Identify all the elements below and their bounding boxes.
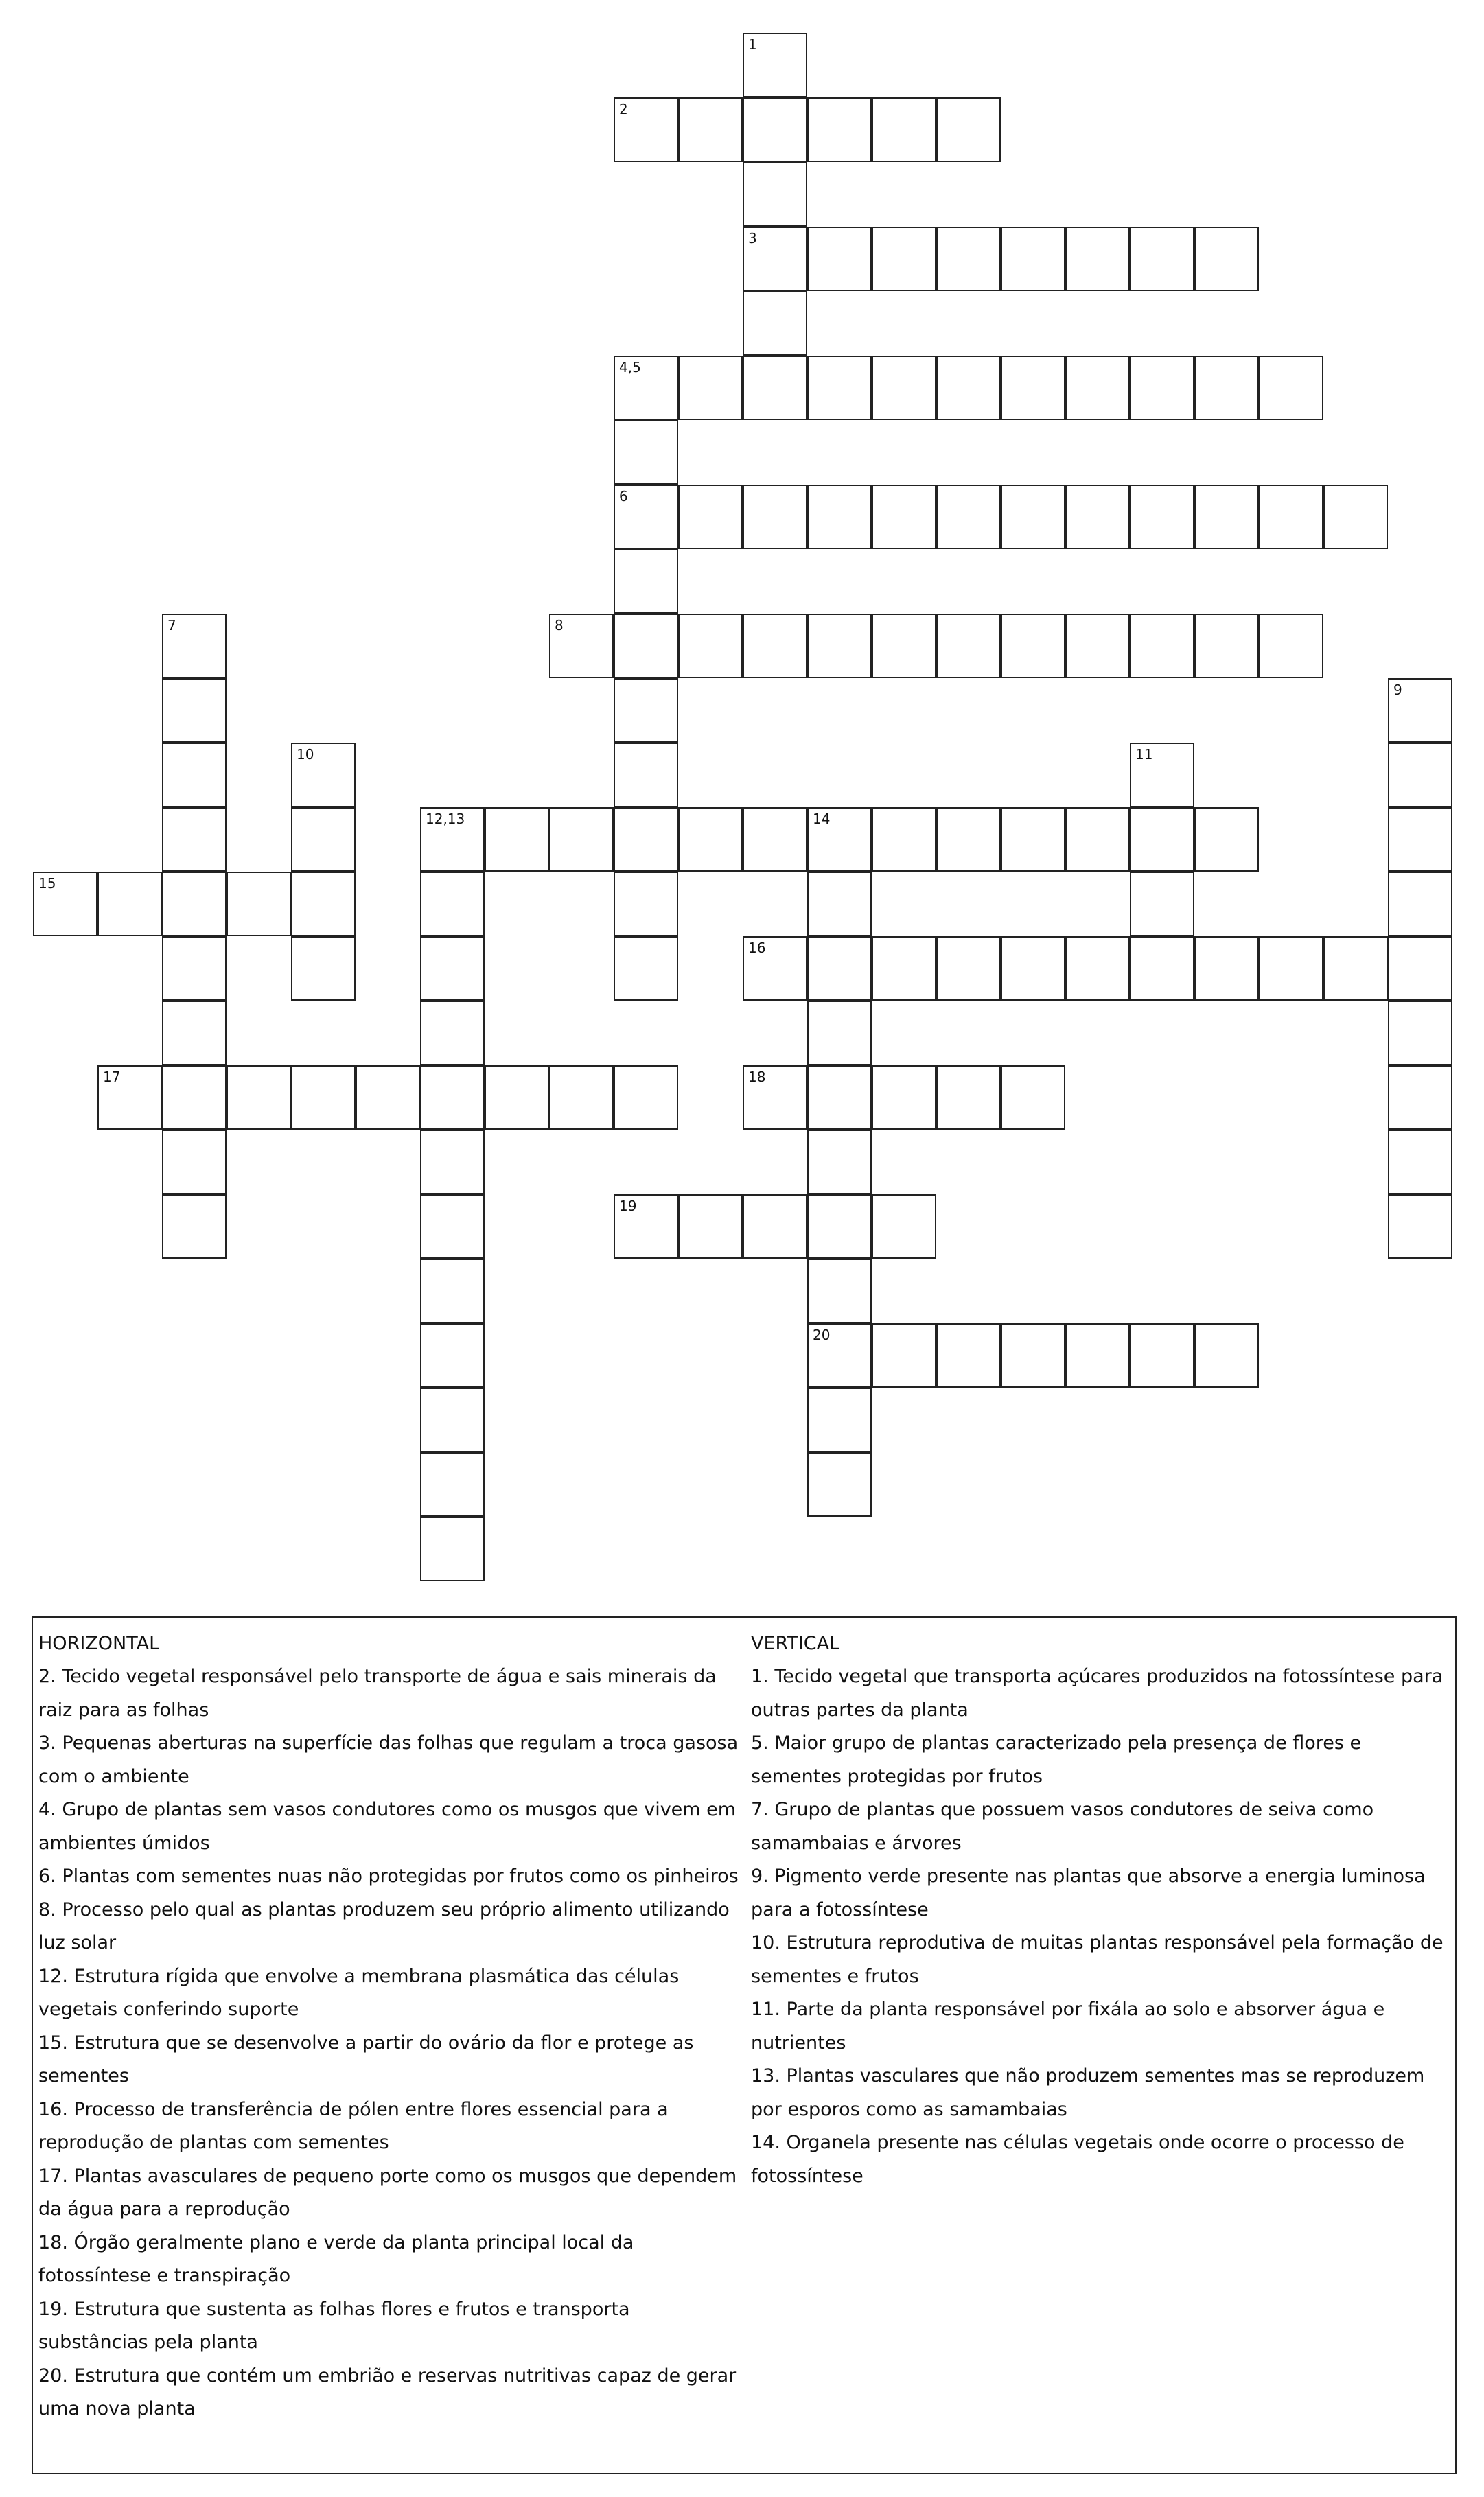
clue-number-9: 9 xyxy=(1393,682,1402,698)
clue-number-8: 8 xyxy=(555,617,564,634)
grid-cell[interactable] xyxy=(420,1130,485,1194)
clue-number-4-5: 4,5 xyxy=(619,359,641,375)
grid-cell[interactable] xyxy=(1194,356,1259,420)
clue-number-12-13: 12,13 xyxy=(426,811,465,827)
grid-cell[interactable] xyxy=(872,936,936,1001)
grid-cell[interactable] xyxy=(1259,485,1323,549)
grid-cell[interactable] xyxy=(614,549,678,614)
clue-number-16: 16 xyxy=(748,940,766,956)
grid-cell[interactable] xyxy=(743,1194,807,1259)
grid-cell[interactable] xyxy=(1001,227,1065,291)
grid-cell[interactable] xyxy=(1194,936,1259,1001)
cell-6[interactable] xyxy=(614,485,678,549)
grid-cell[interactable] xyxy=(291,872,356,936)
grid-cell[interactable] xyxy=(743,807,807,872)
clue-number-17: 17 xyxy=(103,1069,121,1085)
grid-cell[interactable] xyxy=(1065,227,1130,291)
grid-cell[interactable] xyxy=(807,1388,872,1452)
clue-h-15: 15. Estrutura que se desenvolve a partir do ovário da flor e protege as sementes xyxy=(38,2032,694,2087)
grid-cell[interactable] xyxy=(807,1130,872,1194)
clue-number-11: 11 xyxy=(1135,746,1153,763)
grid-cell[interactable] xyxy=(807,1259,872,1323)
grid-cell[interactable] xyxy=(678,614,743,678)
clue-number-7: 7 xyxy=(167,617,176,634)
grid-cell[interactable] xyxy=(1130,485,1194,549)
clues-box xyxy=(32,1616,1457,2474)
clue-h-8: 8. Processo pelo qual as plantas produzem seu próprio alimento utilizando luz solar xyxy=(38,1898,730,1953)
clue-v-1: 1. Tecido vegetal que transporta açúcares produzidos na fotossíntese para outras partes da planta xyxy=(751,1666,1444,1721)
cell-8[interactable] xyxy=(549,614,614,678)
clue-number-15: 15 xyxy=(38,875,56,892)
clue-h-4: 4. Grupo de plantas sem vasos condutores como os musgos que vivem em ambientes úmidos xyxy=(38,1799,737,1854)
grid-cell[interactable] xyxy=(291,807,356,872)
grid-cell[interactable] xyxy=(162,743,227,807)
grid-cell[interactable] xyxy=(1388,743,1452,807)
cell-11[interactable] xyxy=(1130,743,1194,807)
grid-cell[interactable] xyxy=(1388,807,1452,872)
grid-cell[interactable] xyxy=(936,97,1001,162)
cell-20[interactable] xyxy=(807,1323,872,1388)
grid-cell[interactable] xyxy=(743,614,807,678)
grid-cell[interactable] xyxy=(162,936,227,1001)
grid-cell[interactable] xyxy=(614,678,678,743)
cell-14[interactable] xyxy=(807,807,872,872)
grid-cell[interactable] xyxy=(1388,1194,1452,1259)
grid-cell[interactable] xyxy=(678,1194,743,1259)
cell-9[interactable] xyxy=(1388,678,1452,743)
clue-number-3: 3 xyxy=(748,230,757,246)
grid-cell[interactable] xyxy=(807,1194,872,1259)
vertical-clues xyxy=(751,1627,1451,2193)
cell-16[interactable] xyxy=(743,936,807,1001)
grid-cell[interactable] xyxy=(1065,1323,1130,1388)
grid-cell[interactable] xyxy=(936,1323,1001,1388)
grid-cell[interactable] xyxy=(743,356,807,420)
grid-cell[interactable] xyxy=(420,936,485,1001)
grid-cell[interactable] xyxy=(872,1194,936,1259)
grid-cell[interactable] xyxy=(1065,485,1130,549)
grid-cell[interactable] xyxy=(420,1517,485,1581)
grid-cell[interactable] xyxy=(936,614,1001,678)
clue-h-6: 6. Plantas com sementes nuas não protegidas por frutos como os pinheiros xyxy=(38,1866,739,1887)
grid-cell[interactable] xyxy=(1388,1065,1452,1130)
grid-cell[interactable] xyxy=(678,485,743,549)
grid-cell[interactable] xyxy=(743,291,807,356)
grid-cell[interactable] xyxy=(936,485,1001,549)
grid-cell[interactable] xyxy=(872,97,936,162)
cell-4-5[interactable] xyxy=(614,356,678,420)
cell-17[interactable] xyxy=(97,1065,162,1130)
clue-h-20: 20. Estrutura que contém um embrião e reservas nutritivas capaz de gerar uma nova planta xyxy=(38,2365,737,2419)
cell-15[interactable] xyxy=(33,872,97,936)
grid-cell[interactable] xyxy=(1001,1323,1065,1388)
grid-cell[interactable] xyxy=(872,614,936,678)
grid-cell[interactable] xyxy=(1194,1323,1259,1388)
grid-cell[interactable] xyxy=(162,1194,227,1259)
clue-h-3: 3. Pequenas aberturas na superfície das folhas que regulam a troca gasosa com o ambiente xyxy=(38,1732,739,1787)
clue-number-2: 2 xyxy=(619,101,628,117)
grid-cell[interactable] xyxy=(291,936,356,1001)
grid-cell[interactable] xyxy=(936,936,1001,1001)
grid-cell[interactable] xyxy=(420,1001,485,1065)
grid-cell[interactable] xyxy=(614,807,678,872)
grid-cell[interactable] xyxy=(420,1388,485,1452)
grid-cell[interactable] xyxy=(936,356,1001,420)
clue-v-11: 11. Parte da planta responsável por fixála ao solo e absorver água e nutrientes xyxy=(751,1999,1385,2054)
clue-number-19: 19 xyxy=(619,1198,637,1214)
clue-number-6: 6 xyxy=(619,488,628,504)
grid-cell[interactable] xyxy=(743,162,807,227)
grid-cell[interactable] xyxy=(614,936,678,1001)
grid-cell[interactable] xyxy=(1001,356,1065,420)
clue-h-18: 18. Órgão geralmente plano e verde da planta principal local da fotossíntese e transpiração xyxy=(38,2231,634,2286)
clue-number-10: 10 xyxy=(297,746,314,763)
grid-cell[interactable] xyxy=(807,1001,872,1065)
grid-cell[interactable] xyxy=(97,872,162,936)
grid-cell[interactable] xyxy=(162,1065,227,1130)
grid-cell[interactable] xyxy=(420,1194,485,1259)
grid-cell[interactable] xyxy=(1259,614,1323,678)
clue-number-20: 20 xyxy=(813,1327,831,1343)
grid-cell[interactable] xyxy=(1194,807,1259,872)
grid-cell[interactable] xyxy=(1194,227,1259,291)
grid-cell[interactable] xyxy=(549,1065,614,1130)
clue-v-7: 7. Grupo de plantas que possuem vasos condutores de seiva como samambaias e árvores xyxy=(751,1799,1374,1854)
grid-cell[interactable] xyxy=(1130,1323,1194,1388)
grid-cell[interactable] xyxy=(936,1065,1001,1130)
grid-cell[interactable] xyxy=(872,485,936,549)
cell-7[interactable] xyxy=(162,614,227,678)
horizontal-title: HORIZONTAL xyxy=(38,1633,160,1654)
grid-cell[interactable] xyxy=(1065,356,1130,420)
grid-cell[interactable] xyxy=(1194,614,1259,678)
grid-cell[interactable] xyxy=(1130,227,1194,291)
grid-cell[interactable] xyxy=(420,872,485,936)
grid-cell[interactable] xyxy=(678,807,743,872)
grid-cell[interactable] xyxy=(743,97,807,162)
horizontal-clues xyxy=(38,1627,739,2426)
vertical-title: VERTICAL xyxy=(751,1633,840,1654)
grid-cell[interactable] xyxy=(807,227,872,291)
grid-cell[interactable] xyxy=(807,872,872,936)
grid-cell[interactable] xyxy=(162,807,227,872)
grid-cell[interactable] xyxy=(807,1452,872,1517)
grid-cell[interactable] xyxy=(1130,807,1194,872)
clue-v-9: 9. Pigmento verde presente nas plantas que absorve a energia luminosa para a fotossíntese xyxy=(751,1866,1426,1920)
grid-cell[interactable] xyxy=(678,356,743,420)
grid-cell[interactable] xyxy=(1194,485,1259,549)
grid-cell[interactable] xyxy=(1323,485,1388,549)
clue-number-14: 14 xyxy=(813,811,831,827)
cell-3[interactable] xyxy=(743,227,807,291)
clue-h-2: 2. Tecido vegetal responsável pelo transporte de água e sais minerais da raiz para as folhas xyxy=(38,1666,717,1721)
grid-cell[interactable] xyxy=(872,227,936,291)
clue-number-1: 1 xyxy=(748,36,757,53)
clue-h-12: 12. Estrutura rígida que envolve a membrana plasmática das células vegetais conferindo suporte xyxy=(38,1965,680,2020)
grid-cell[interactable] xyxy=(614,614,678,678)
grid-cell[interactable] xyxy=(1130,936,1194,1001)
clue-v-5: 5. Maior grupo de plantas caracterizado pela presença de flores e sementes protegidas por frutos xyxy=(751,1732,1362,1787)
grid-cell[interactable] xyxy=(614,1065,678,1130)
clue-number-18: 18 xyxy=(748,1069,766,1085)
grid-cell[interactable] xyxy=(1259,936,1323,1001)
cell-19[interactable] xyxy=(614,1194,678,1259)
clue-h-16: 16. Processo de transferência de pólen entre flores essencial para a reprodução de plantas com sementes xyxy=(38,2098,669,2153)
cell-1[interactable] xyxy=(743,33,807,97)
grid-cell[interactable] xyxy=(420,1323,485,1388)
grid-cell[interactable] xyxy=(807,356,872,420)
clue-v-10: 10. Estrutura reprodutiva de muitas plantas responsável pela formação de sementes e frutos xyxy=(751,1932,1444,1987)
grid-cell[interactable] xyxy=(1388,1001,1452,1065)
grid-cell[interactable] xyxy=(485,1065,549,1130)
clue-v-14: 14. Organela presente nas células vegetais onde ocorre o processo de fotossíntese xyxy=(751,2132,1404,2187)
grid-cell[interactable] xyxy=(807,936,872,1001)
grid-cell[interactable] xyxy=(1259,356,1323,420)
grid-cell[interactable] xyxy=(1001,614,1065,678)
grid-cell[interactable] xyxy=(485,807,549,872)
grid-cell[interactable] xyxy=(872,1323,936,1388)
grid-cell[interactable] xyxy=(1001,485,1065,549)
grid-cell[interactable] xyxy=(162,872,227,936)
grid-cell[interactable] xyxy=(420,1452,485,1517)
grid-cell[interactable] xyxy=(614,743,678,807)
grid-cell[interactable] xyxy=(872,1065,936,1130)
grid-cell[interactable] xyxy=(1388,872,1452,936)
grid-cell[interactable] xyxy=(1001,807,1065,872)
grid-cell[interactable] xyxy=(807,614,872,678)
clue-h-17: 17. Plantas avasculares de pequeno porte como os musgos que dependem da água para a reprodução xyxy=(38,2165,737,2220)
clue-h-19: 19. Estrutura que sustenta as folhas flores e frutos e transporta substâncias pela planta xyxy=(38,2298,630,2353)
grid-cell[interactable] xyxy=(1130,872,1194,936)
grid-cell[interactable] xyxy=(936,807,1001,872)
grid-cell[interactable] xyxy=(1065,807,1130,872)
grid-cell[interactable] xyxy=(162,678,227,743)
grid-cell[interactable] xyxy=(1323,936,1388,1001)
grid-cell[interactable] xyxy=(1001,936,1065,1001)
grid-cell[interactable] xyxy=(1065,936,1130,1001)
cell-10[interactable] xyxy=(291,743,356,807)
grid-cell[interactable] xyxy=(291,1065,356,1130)
grid-cell[interactable] xyxy=(807,1065,872,1130)
grid-cell[interactable] xyxy=(1130,356,1194,420)
grid-cell[interactable] xyxy=(420,1065,485,1130)
grid-cell[interactable] xyxy=(807,97,872,162)
grid-cell[interactable] xyxy=(162,1001,227,1065)
grid-cell[interactable] xyxy=(614,872,678,936)
grid-cell[interactable] xyxy=(936,227,1001,291)
grid-cell[interactable] xyxy=(1130,614,1194,678)
cell-12-13[interactable] xyxy=(420,807,485,872)
cell-2[interactable] xyxy=(614,97,678,162)
grid-cell[interactable] xyxy=(807,485,872,549)
grid-cell[interactable] xyxy=(872,807,936,872)
grid-cell[interactable] xyxy=(356,1065,420,1130)
grid-cell[interactable] xyxy=(614,420,678,485)
grid-cell[interactable] xyxy=(678,97,743,162)
grid-cell[interactable] xyxy=(1001,1065,1065,1130)
grid-cell[interactable] xyxy=(549,807,614,872)
cell-18[interactable] xyxy=(743,1065,807,1130)
grid-cell[interactable] xyxy=(743,485,807,549)
grid-cell[interactable] xyxy=(872,356,936,420)
grid-cell[interactable] xyxy=(420,1259,485,1323)
grid-cell[interactable] xyxy=(1388,936,1452,1001)
grid-cell[interactable] xyxy=(162,1130,227,1194)
grid-cell[interactable] xyxy=(1388,1130,1452,1194)
grid-cell[interactable] xyxy=(227,872,291,936)
grid-cell[interactable] xyxy=(1065,614,1130,678)
grid-cell[interactable] xyxy=(227,1065,291,1130)
clue-v-13: 13. Plantas vasculares que não produzem sementes mas se reproduzem por esporos como as samambaias xyxy=(751,2065,1425,2120)
